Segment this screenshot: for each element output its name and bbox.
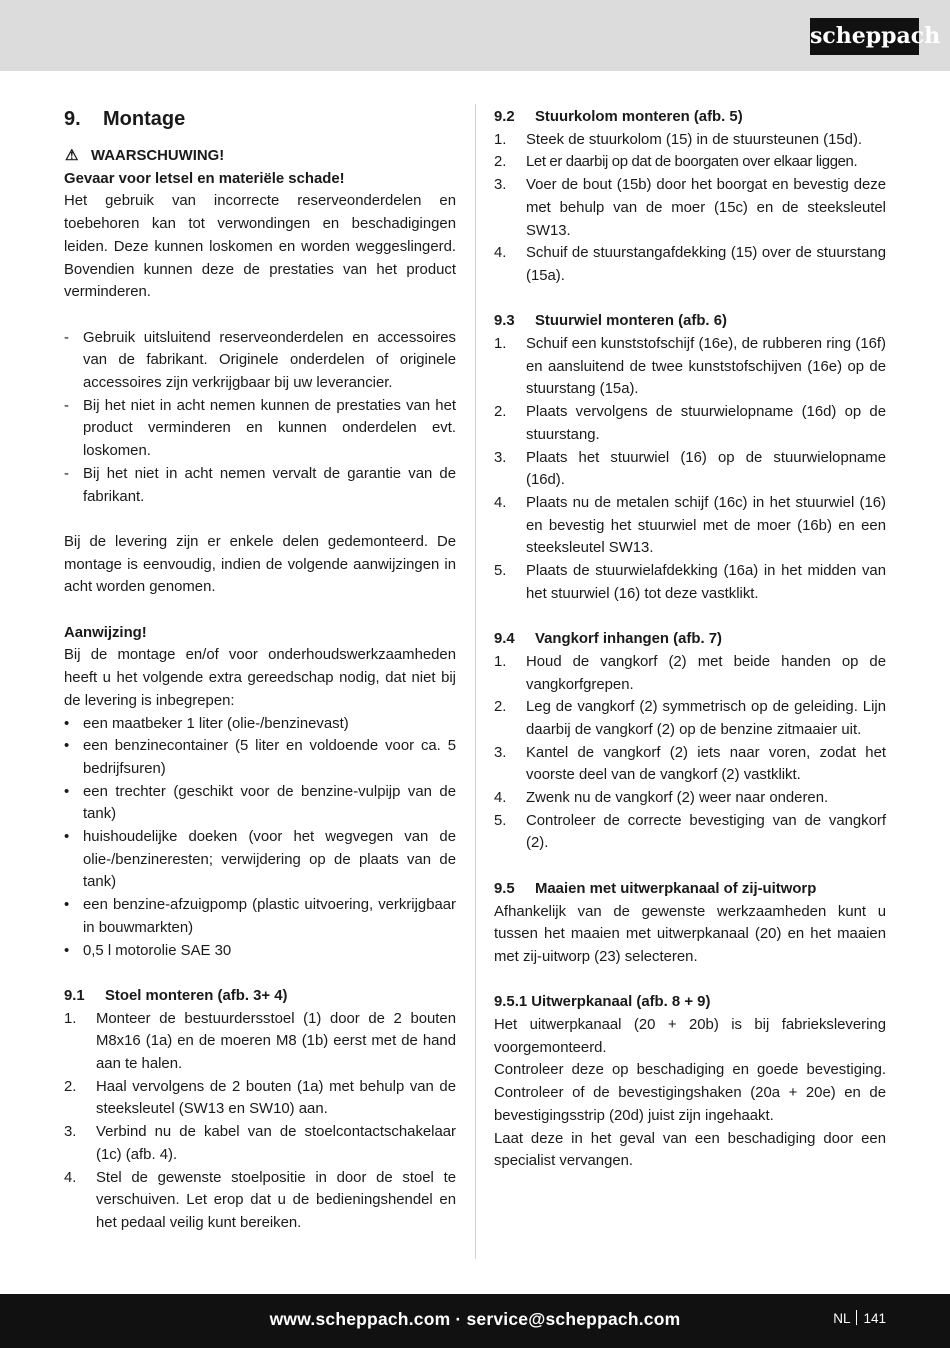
- list-item: 4. Plaats nu de metalen schijf (16c) in het stuurwiel (16) en bevestig het stuurwiel met de moer (16b) en een steeksleutel SW13.: [494, 494, 886, 557]
- section-title: [64, 106, 456, 132]
- page-header: [0, 0, 950, 71]
- steps-9-3: [494, 333, 886, 605]
- list-item: 1. Steek de stuurkolom (15) in de stuursteunen (15d).: [494, 131, 863, 148]
- list-item: 4. Zwenk nu de vangkorf (2) weer naar onderen.: [494, 790, 829, 807]
- right-column: [494, 106, 886, 1173]
- warning-subtitle: Gevaar voor letsel en materiële schade!: [64, 170, 345, 187]
- list-item: 5. Controleer de correcte bevestiging van de vangkorf (2).: [494, 812, 886, 852]
- warning-triangle-icon: ⚠: [65, 147, 79, 164]
- subsection-heading-9-2: 9.2 Stuurkolom monteren (afb. 5): [494, 109, 743, 125]
- note-text: Bij de montage en/of voor onderhoudswerkzaamheden heeft u het volgende extra gereedschap nodig, dat niet bij de levering is inbegrepen:: [64, 647, 456, 709]
- page-number: [833, 1294, 886, 1344]
- list-item: • een maatbeker 1 liter (olie-/benzinevast): [64, 715, 349, 732]
- subsection-heading-9-3: 9.3 Stuurwiel monteren (afb. 6): [494, 313, 727, 330]
- warning-title: WAARSCHUWING!: [91, 148, 225, 164]
- delivery-text: Bij de levering zijn er enkele delen gedemonteerd. De montage is eenvoudig, indien de volgende aanwijzingen in acht worden genomen.: [64, 533, 456, 596]
- left-column: [64, 106, 456, 1235]
- list-item: 2. Haal vervolgens de 2 bouten (1a) met behulp van de steeksleutel (SW13 en SW10) aan.: [64, 1078, 456, 1118]
- list-item: • een benzinecontainer (5 liter en voldoende voor ca. 5 bedrijfsuren): [64, 738, 456, 777]
- list-item: 3. Kantel de vangkorf (2) iets naar voren, zodat het voorste deel van de vangkorf (2) vastklikt.: [494, 744, 886, 784]
- list-item: 1. Schuif een kunststofschijf (16e), de rubberen ring (16f) en aansluitend de twee kunststofschijven (16e) op de stuurstang (15a).: [494, 336, 886, 398]
- list-item: 5. Plaats de stuurwielafdekking (16a) in het midden van het stuurwiel (16) tot deze vastklikt.: [494, 563, 886, 602]
- list-item: • 0,5 l motorolie SAE 30: [64, 942, 232, 959]
- list-item: • huishoudelijke doeken (voor het wegvegen van de olie-/benzineresten; verwijdering op de plaats van de tank): [64, 829, 456, 891]
- note-title: Aanwijzing!: [64, 624, 147, 641]
- list-item: • een benzine-afzuigpomp (plastic uitvoering, verkrijgbaar in bouwmarkten): [64, 897, 456, 936]
- subsection-heading-9-5: 9.5 Maaien met uitwerpkanaal of zij-uitworp: [494, 880, 817, 897]
- list-item: 3. Voer de bout (15b) door het boorgat en bevestig deze met behulp van de moer (15c) en de steeksleutel SW13.: [494, 177, 886, 239]
- section-heading: Montage: [103, 108, 186, 130]
- scheppach-logo: scheppach: [810, 18, 919, 55]
- subsection-heading-9-1: 9.1 Stoel monteren (afb. 3+ 4): [64, 987, 288, 1004]
- list-item: 2. Plaats vervolgens de stuurwielopname (16d) op de stuurstang.: [494, 404, 886, 443]
- section-9-5-text: Afhankelijk van de gewenste werkzaamheden kunt u tussen het maaien met uitwerpkanaal (20) en het maaien met zij-uitworp (23) selecteren.: [494, 903, 886, 965]
- warning-text: Het gebruik van incorrecte reserveonderdelen en toebehoren kan tot verwondingen en beschadigingen leiden. Deze kunnen loskomen en worden weggeslingerd. Bovendien kunnen deze de prestaties van het product verminderen.: [64, 193, 456, 301]
- subsection-heading-9-4: 9.4 Vangkorf inhangen (afb. 7): [494, 631, 722, 648]
- list-item: - Bij het niet in acht nemen kunnen de prestaties van het product verminderen en kunnen onderdelen evt. loskomen.: [64, 397, 456, 460]
- section-9-5-1-text-2: Controleer deze op beschadiging en goede bevestiging. Controleer of de bevestigingshaken (20a + 20e) en de bevestigingsstrip (20d) juist zijn ingehaakt.: [494, 1062, 886, 1124]
- list-item: • een trechter (geschikt voor de benzine-vulpijp van de tank): [64, 783, 456, 823]
- column-divider: [475, 104, 476, 1259]
- warning-dash-list: [64, 327, 456, 509]
- language-code: NL: [833, 1311, 851, 1326]
- footer-contact: www.scheppach.com · service@scheppach.com: [269, 1309, 681, 1329]
- section-number: 9.: [64, 108, 81, 130]
- list-item: 2. Let er daarbij op dat de boorgaten over elkaar liggen.: [494, 154, 858, 171]
- steps-9-1: [64, 1008, 456, 1235]
- section-9-5-1-text-1: Het uitwerpkanaal (20 + 20b) is bij fabriekslevering voorgemonteerd.: [494, 1017, 886, 1056]
- list-item: 2. Leg de vangkorf (2) symmetrisch op de geleiding. Lijn daarbij de vangkorf (2) op de benzine zitmaaier uit.: [494, 699, 886, 738]
- list-item: 4. Stel de gewenste stoelpositie in door de stoel te verschuiven. Let erop dat u de bedieningshendel en het pedaal veilig kunt bereiken.: [64, 1169, 456, 1231]
- page-number-value: 141: [863, 1311, 886, 1326]
- page-footer: [0, 1294, 950, 1348]
- list-item: 1. Monteer de bestuurdersstoel (1) door de 2 bouten M8x16 (1a) en de moeren M8 (1b) eerst met de hand aan te halen.: [64, 1010, 456, 1073]
- list-item: - Gebruik uitsluitend reserveonderdelen en accessoires van de fabrikant. Originele onderdelen of originele accessoires zijn verkrijgbaar bij uw leverancier.: [64, 329, 456, 392]
- steps-9-2: [494, 129, 886, 288]
- tools-bullet-list: [64, 713, 456, 963]
- list-item: 3. Verbind nu de kabel van de stoelcontactschakelaar (1c) (afb. 4).: [64, 1124, 456, 1163]
- section-9-5-1-text-3: Laat deze in het geval van een beschadiging door een specialist vervangen.: [494, 1130, 886, 1170]
- list-item: 1. Houd de vangkorf (2) met beide handen op de vangkorfgrepen.: [494, 653, 886, 693]
- list-item: 3. Plaats het stuurwiel (16) op de stuurwielopname (16d).: [494, 449, 886, 489]
- subsection-heading-9-5-1: 9.5.1 Uitwerpkanaal (afb. 8 + 9): [494, 994, 711, 1011]
- list-item: - Bij het niet in acht nemen vervalt de garantie van de fabrikant.: [64, 465, 456, 505]
- warning-heading: [64, 145, 456, 168]
- list-item: 4. Schuif de stuurstangafdekking (15) over de stuurstang (15a).: [494, 245, 886, 284]
- steps-9-4: [494, 651, 886, 855]
